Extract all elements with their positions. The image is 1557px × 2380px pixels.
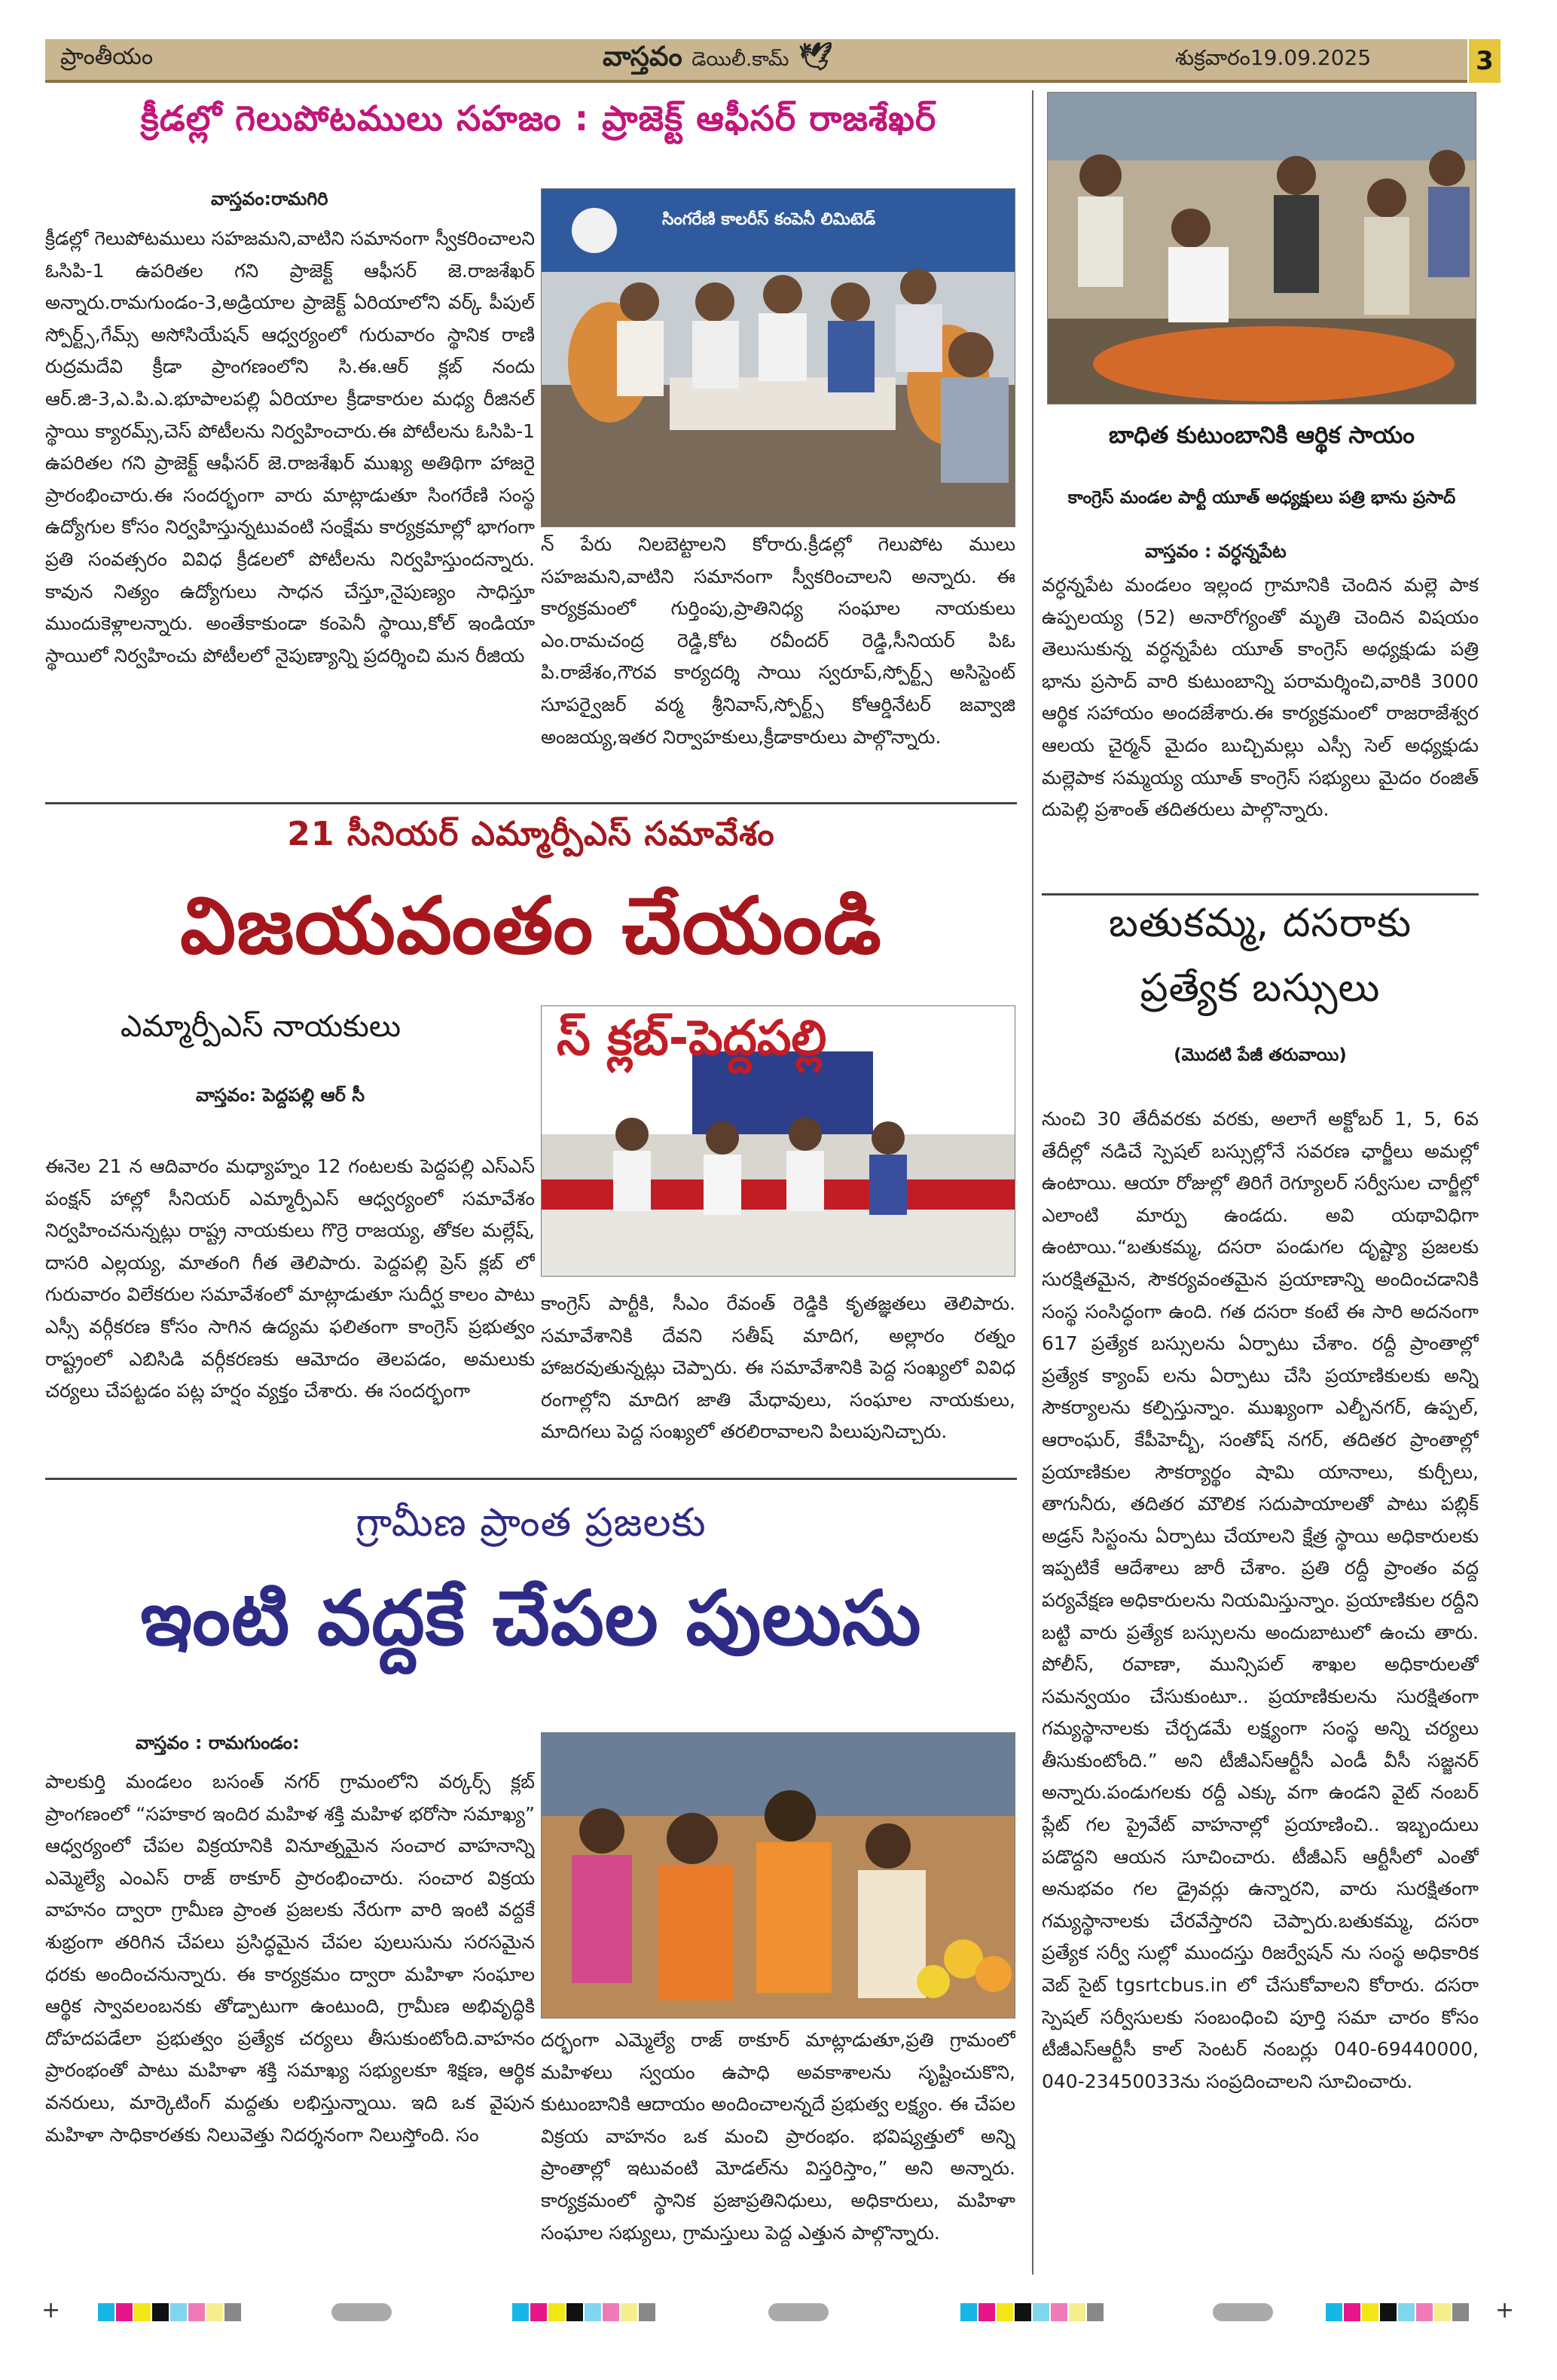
- section-divider: [1042, 893, 1479, 896]
- registration-pill: [1213, 2303, 1273, 2321]
- story2-subcaption: కాంగ్రెస్ మండల పార్టీ యూత్ అధ్యక్షులు పత్రి భాను ప్రసాద్: [1067, 488, 1456, 508]
- story2-body: వర్ధన్నపేట మండలం ఇల్లంద గ్రామానికి చెందిన మల్లె పాక ఉప్పలయ్య (52) అనారోగ్యంతో మృతి చెందిన విషయం తెలుసుకున్న వర్ధన్నపేట యూత్ కాంగ్రెస్ అధ్యక్షుడు పత్రి భాను ప్రసాద్ వారి కుటుంబాన్ని పరామర్శించి,వారికి 3000 ఆర్థిక సహాయం అందజేశారు.ఈ కార్యక్రమంలో రాజరాజేశ్వర ఆలయ చైర్మన్ మైదం బుచ్చిమల్లు ఎస్సీ సెల్ అధ్యక్షుడు మల్లెపాక సమ్మయ్య యూత్ కాంగ్రెస్ సభ్యులు మైదం రంజిత్ దుపెల్లి ప్రశాంత్ తదితరులు పాల్గొన్నారు.: [1042, 574, 1479, 821]
- chess-event-photo: [542, 189, 1015, 527]
- story4-continuation: (మొదటి పేజీ తరువాయి): [1174, 1045, 1347, 1065]
- story1-photo: [541, 188, 1015, 527]
- story1-col1: క్రీడల్లో గెలుపోటములు సహజమని,వాటిని సమానంగా స్వీకరించాలని ఓసిపి-1 ఉపరితల గని ప్రాజెక్ట్ ఆఫీసర్ జె.రాజశేఖర్ అన్నారు.రామగుండం-3,అడ్రియాల ప్రాజెక్ట్ ఏరియాలోని వర్క్ పీపుల్ స్పోర్ట్స్,గేమ్స్ అసోసియేషన్ ఆధ్వర్యంలో గురువారం స్థానిక రాణి రుద్రమదేవి క్రీడా ప్రాంగణంలోని సి.ఈ.ఆర్ క్లబ్ నందు ఆర్.జి-3,ఎ.పి.ఎ.భూపాలపల్లి ఏరియాల క్రీడాకారుల మధ్య రీజినల్ స్థాయి క్యారమ్స్,చెస్ పోటీలను నిర్వహించారు.ఈ పోటీలను ఓసిపి-1 ఉపరితల గని ప్రాజెక్ట్ ఆఫీసర్ జె.రాజశేఖర్ ముఖ్య అతిథిగా హాజరై ప్రారంభించారు.ఈ సందర్భంగా వారు మాట్లాడుతూ సింగరేణి సంస్థ ఉద్యోగుల కోసం నిర్వహిస్తున్నటువంటి సంక్షేమ కార్యక్రమాల్లో భాగంగా ప్రతి సంవత్సరం వివిధ క్రీడలలో పోటీలను నిర్వహిస్తుందన్నారు. కావున నిత్యం ఉద్యోగులు సాధన చేస్తూ,నైపుణ్యం సాధిస్తూ ముందుకెళ్లాలన్నారు. అంతేకాకుండా కంపెనీ స్థాయి,కోల్ ఇండియా స్థాయిలో నిర్వహించు పోటీలలో నైపుణ్యాన్ని ప్రదర్శించి మన రీజియ: [45, 227, 535, 667]
- registration-pill: [768, 2303, 829, 2321]
- section-name: ప్రాంతీయం: [60, 44, 154, 70]
- crop-mark-icon: +: [1495, 2297, 1515, 2324]
- story5-kicker: గ్రామీణ ప్రాంత ప్రజలకు: [356, 1500, 707, 1545]
- story1-dateline: వాస్తవం:రామగిరి: [211, 188, 328, 209]
- story3-col2: కాంగ్రెస్ పార్టీకి, సీఎం రేవంత్ రెడ్డికి కృతజ్ఞతలు తెలిపారు. సమావేశానికి దేవని సతీష్ మాదిగ, అల్లారం రత్నం హాజరవుతున్నట్లు చెప్పారు. ఈ సమావేశానికి పెద్ద సంఖ్యలో వివిధ రంగాల్లోని మాదిగ జాతి మేధావులు, సంఘాల నాయకులు, మాదిగలు పెద్ద సంఖ్యలో తరలిరావాలని పిలుపునిచ్చారు.: [541, 1292, 1015, 1443]
- story3-photo: [541, 1005, 1015, 1277]
- story3-subhead: ఎమ్మార్పీఎస్ నాయకులు: [121, 1009, 401, 1044]
- story3-photo-banner: స్ క్లబ్-పెద్దపల్లి: [557, 1011, 827, 1066]
- story4-body: నుంచి 30 తేదీవరకు వరకు, అలాగే అక్టోబర్ 1, 5, 6వ తేదీల్లో నడిచే స్పెషల్ బస్సుల్లోనే సవరణ ఛార్జీలు అమల్లో ఉంటాయి. ఆయా రోజుల్లో తిరిగే రెగ్యూలర్ సర్వీసుల చార్జీల్లో ఎలాంటి మార్పు ఉండదు. అవి యథావిధిగా ఉంటాయి.“బతుకమ్మ, దసరా పండుగల దృష్ట్యా ప్రజలకు సురక్షితమైన, సౌకర్యవంతమైన ప్రయాణాన్ని అందించడానికి సంస్థ సంసిద్ధంగా ఉంది. గత దసరా కంటే ఈ సారి అదనంగా 617 ప్రత్యేక బస్సులను ఏర్పాటు చేశాం. రద్దీ ప్రాంతాల్లో ప్రత్యేక క్యాంప్ లను ఏర్పాటు చేసి ప్రయాణికులకు అన్ని సౌకర్యాలను కల్పిస్తున్నాం. ముఖ్యంగా ఎల్బీనగర్, ఉప్పల్, ఆరాంఘర్, కేపీహెచ్బీ, సంతోష్ నగర్, తదితర ప్రాంతాల్లో ప్రయాణికుల సౌకర్యార్థం షామి యానాలు, కుర్చీలు, తాగునీరు, తదితర మౌలిక సదుపాయాలతో పాటు పబ్లిక్ అడ్రస్ సిస్టంను ఏర్పాటు చేయాలని క్షేత్ర స్థాయి అధికారులకు ఇప్పటికే ఆదేశాలు జారీ చేశాం. ప్రతి రద్దీ ప్రాంతం వద్ద పర్యవేక్షణ అధికారులను నియమిస్తున్నాం. ప్రయాణికుల రద్దీని బట్టి వారు ప్రత్యేక బస్సులను అందుబాటులో ఉంచు తారు. పోలీస్, రవాణా, మున్సిపల్ శాఖల అధికారులతో సమన్వయం చేసుకుంటూ.. ప్రయాణికులను సురక్షితంగా గమ్యస్థానాలకు చేర్చడమే లక్ష్యంగా సంస్థ అన్ని చర్యలు తీసుకుంటోంది.” అని టీజీఎస్ఆర్టీసీ ఎండీ వీసీ సజ్జనర్ అన్నారు.పండుగలకు రద్దీ ఎక్కు వగా ఉండని వైట్ నంబర్ ప్లేట్ గల ప్రైవేట్ వాహనాల్లో ప్రయాణించి.. ఇబ్బందులు పడొద్దని ఆయన సూచించారు. టీజీఎస్ ఆర్టీసీలో ఎంతో అనుభవం గల డ్రైవర్లు ఉన్నారని, వారు సురక్షితంగా గమ్యస్థానాలకు చేరవేస్తారని చెప్పారు.బతుకమ్మ, దసరా ప్రత్యేక సర్వీ సుల్లో ముందస్తు రిజర్వేషన్ ను సంస్థ అధికారిక వెబ్ సైట్ tgsrtcbus.in లో చేసుకోవాలని కోరారు. దసరా స్పెషల్ సర్వీసులకు సంబంధించి పూర్తి సమా చారం కోసం టీజీఎస్ఆర్టీసీ కాల్ సెంటర్ నంబర్లు 040-69440000, 040-23450033ను సంప్రదించాలని సూచించారు.: [1042, 1108, 1479, 2092]
- story5-col2: దర్భంగా ఎమ్మెల్యే రాజ్ ఠాకూర్ మాట్లాడుతూ,ప్రతి గ్రామంలో మహిళలు స్వయం ఉపాధి అవకాశాలను సృష్టించుకొని, కుటుంబానికి ఆదాయం అందించాలన్నదే ప్రభుత్వ లక్ష్యం. ఈ చేపల విక్రయ వాహనం ఒక మంచి ప్రారంభం. భవిష్యత్తులో అన్ని ప్రాంతాల్లో ఇటువంటి మోడల్‌ను విస్తరిస్తాం,” అని అన్నారు. కార్యక్రమంలో స్థానిక ప్రజాప్రతినిధులు, అధికారులు, మహిళా సంఘాల సభ్యులు, గ్రామస్తులు పెద్ద ఎత్తున పాల్గొన్నారు.: [541, 2029, 1015, 2244]
- story2-dateline: వాస్తవం : వర్ధన్నపేట: [1145, 541, 1287, 562]
- story1-col2: న్ పేరు నిలబెట్టాలని కోరారు.క్రీడల్లో గెలుపోట ములు సహజమని,వాటిని సమానంగా స్వీకరించాలని అన్నారు. ఈ కార్యక్రమంలో గుర్తింపు,ప్రాతినిధ్య సంఘాల నాయకులు ఎం.రామచంద్ర రెడ్డి,కోట రవీందర్ రెడ్డి,సీనియర్ పిఓ పి.రాజేశం,గౌరవ కార్యదర్శి సాయి స్వరూప్,స్పోర్ట్స్ అసిస్టెంట్ సూపర్వైజర్ వర్మ శ్రీనివాస్,స్పోర్ట్స్ కోఆర్డినేటర్ జవ్వాజి అంజయ్య,ఇతర నిర్వాహకులు,క్రీడాకారులు పాల్గొన్నారు.: [541, 533, 1015, 748]
- logo-suffix: డెయిలీ.కామ్: [691, 48, 789, 71]
- color-registration-bar: [960, 2303, 1111, 2329]
- issue-date: శుక్రవారం19.09.2025: [1175, 45, 1372, 70]
- story2-photo: [1047, 92, 1476, 404]
- story2-caption: బాధిత కుటుంబానికి ఆర్థిక సాయం: [1109, 422, 1415, 449]
- story3-kicker: 21 సీనియర్ ఎమ్మార్పీఎస్ సమావేశం: [287, 815, 775, 853]
- story1-photo-banner: సింగరేణి కాలరీస్ కంపెనీ లిమిటెడ్: [662, 210, 876, 229]
- story3-headline: విజయవంతం చేయండి: [180, 880, 882, 972]
- story3-dateline: వాస్తవం: పెద్దపల్లి ఆర్ సీ: [196, 1085, 365, 1106]
- story1-headline: క్రీడల్లో గెలుపోటములు సహజం : ప్రాజెక్ట్ ఆఫీసర్ రాజశేఖర్: [140, 98, 937, 139]
- logo-text: వాస్తవం: [603, 41, 682, 72]
- story5-dateline: వాస్తవం : రామగుండం:: [136, 1732, 300, 1753]
- story4-headline-line2: ప్రత్యేక బస్సులు: [1140, 966, 1381, 1011]
- condolence-photo: [1048, 93, 1476, 404]
- color-registration-bar: [1326, 2303, 1476, 2329]
- color-registration-bar: [98, 2303, 249, 2329]
- color-registration-bar: [512, 2303, 663, 2329]
- column-divider: [1032, 90, 1033, 889]
- column-divider: [1032, 889, 1033, 2275]
- bird-icon: 🕊: [798, 41, 833, 72]
- crop-mark-icon: +: [41, 2297, 61, 2324]
- page-number: 3: [1469, 39, 1501, 83]
- registration-pill: [331, 2303, 392, 2321]
- fish-van-launch-photo: [542, 1733, 1015, 2018]
- section-divider: [45, 802, 1017, 804]
- newspaper-logo: [603, 41, 833, 79]
- story5-headline: ఇంటి వద్దకే చేపల పులుసు: [140, 1574, 922, 1662]
- story3-col1: ఈనెల 21 న ఆదివారం మధ్యాహ్నం 12 గంటలకు పెద్దపల్లి ఎస్ఎస్ పంక్షన్ హాల్లో సీనియర్ ఎమ్మార్పీఎస్ ఆధ్వర్యంలో సమావేశం నిర్వహించనున్నట్లు రాష్ట్ర నాయకులు గొర్రె రాజయ్య, తోకల మల్లేష్, దాసరి ఎల్లయ్య, మాతంగి గీత తెలిపారు. పెద్దపల్లి ప్రెస్ క్లబ్ లో గురువారం విలేకరుల సమావేశంలో మాట్లాడుతూ సుదీర్ఘ కాలం పాటు ఎస్సీ వర్గీకరణ కోసం సాగిన ఉద్యమ ఫలితంగా కాంగ్రెస్ ప్రభుత్వం రాష్ట్రంలో ఎబిసిడి వర్గీకరణకు ఆమోదం తెలపడం, అమలుకు చర్యలు చేపట్టడం పట్ల హర్షం వ్యక్తం చేశారు. ఈ సందర్భంగా: [45, 1155, 535, 1402]
- section-divider: [45, 1478, 1017, 1480]
- story5-photo: [541, 1732, 1015, 2018]
- story5-col1: పాలకుర్తి మండలం బసంత్ నగర్ గ్రామంలోని వర్కర్స్ క్లబ్ ప్రాంగణంలో “సహకార ఇందిర మహిళ శక్తి మహిళ భరోసా సమాఖ్య” ఆధ్వర్యంలో చేపల విక్రయానికి వినూత్నమైన సంచార వాహనాన్ని ఎమ్మెల్యే ఎంఎస్ రాజ్ ఠాకూర్ ప్రారంభించారు. సంచార విక్రయ వాహనం ద్వారా గ్రామీణ ప్రాంత ప్రజలకు నేరుగా వారి ఇంటి వద్దకే శుభ్రంగా తరిగిన చేపలు ప్రసిద్ధమైన చేపల పులుసును సరసమైన ధరకు అందించనున్నారు. ఈ కార్యక్రమం ద్వారా మహిళా సంఘాల ఆర్థిక స్వావలంబనకు తోడ్పాటుగా ఉంటుంది, గ్రామీణ అభివృద్ధికి దోహదపడేలా ప్రభుత్వం ప్రత్యేక చర్యలు తీసుకుంటోంది.వాహనం ప్రారంభంతో పాటు మహిళా శక్తి సమాఖ్య సభ్యులకూ శిక్షణ, ఆర్థిక వనరులు, మార్కెటింగ్ మద్దతు లభిస్తున్నాయి. ఇది ఒక వైపున మహిళా సాధికారతకు నిలువెత్తు నిదర్శనంగా నిలుస్తోంది. సం: [45, 1771, 535, 2146]
- story4-headline-line1: బతుకమ్మ, దసరాకు: [1108, 901, 1412, 946]
